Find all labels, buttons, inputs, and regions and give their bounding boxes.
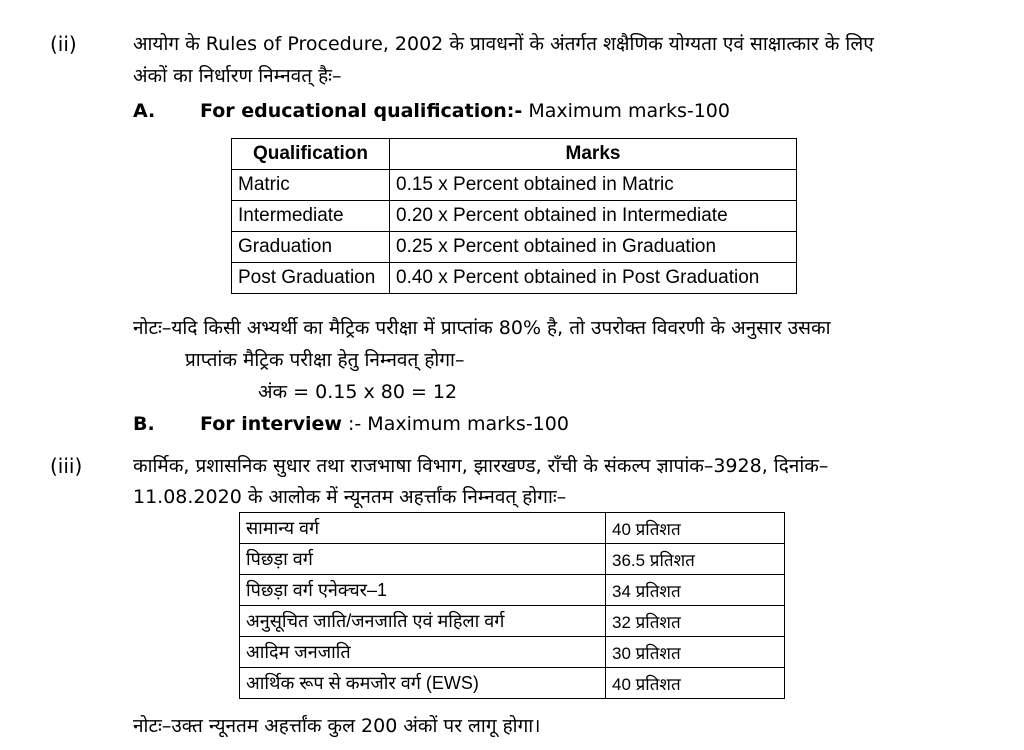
section-ii-line-1: आयोग के Rules of Procedure, 2002 के प्रावधनों के अंतर्गत शक्षैणिक योग्यता एवं साक्षात्कार के लिए	[133, 33, 874, 55]
table-cell: 36.5 प्रतिशत	[606, 544, 785, 575]
table-cell: 40 प्रतिशत	[606, 513, 785, 544]
table-cell: 30 प्रतिशत	[606, 637, 785, 668]
table-cell: 0.40 x Percent obtained in Post Graduation	[390, 263, 797, 294]
table-cell: पिछड़ा वर्ग एनेक्चर–1	[240, 575, 606, 606]
item-b-label: B.	[133, 413, 155, 435]
table-cell: आदिम जनजाति	[240, 637, 606, 668]
table-cell: Intermediate	[232, 201, 390, 232]
item-a-rest: Maximum marks-100	[522, 100, 730, 122]
final-note: नोटः–उक्त न्यूनतम अहर्त्तांक कुल 200 अंकों पर लागू होगा।	[133, 715, 541, 737]
table-row	[240, 606, 785, 637]
table-cell: आर्थिक रूप से कमजोर वर्ग (EWS)	[240, 668, 606, 699]
table-cell: 0.15 x Percent obtained in Matric	[390, 170, 797, 201]
section-ii-label: (ii)	[50, 32, 77, 56]
table-header-row	[232, 139, 797, 170]
table-row	[240, 575, 785, 606]
qualification-table	[231, 138, 797, 294]
table-row	[232, 201, 797, 232]
table-cell: Graduation	[232, 232, 390, 263]
table-cell: 34 प्रतिशत	[606, 575, 785, 606]
table-cell: 32 प्रतिशत	[606, 606, 785, 637]
item-b-rest: :- Maximum marks-100	[341, 413, 569, 435]
section-iii-line-1: कार्मिक, प्रशासनिक सुधार तथा राजभाषा विभाग, झारखण्ड, राँची के संकल्प ज्ञापांक–3928, दिनांक–	[133, 455, 829, 477]
table-row	[240, 513, 785, 544]
table-row	[240, 637, 785, 668]
item-b-heading	[200, 410, 569, 438]
table-cell: 0.25 x Percent obtained in Graduation	[390, 232, 797, 263]
table-row	[240, 668, 785, 699]
column-header: Qualification	[232, 139, 390, 170]
table-row	[232, 170, 797, 201]
section-ii-line-2: अंकों का निर्धारण निम्नवत् हैः–	[133, 65, 342, 87]
item-a-heading	[200, 97, 730, 125]
table-row	[232, 263, 797, 294]
section-iii-label: (iii)	[50, 454, 83, 478]
formula: अंक = 0.15 x 80 = 12	[258, 381, 458, 403]
table-row	[232, 232, 797, 263]
table-cell: 0.20 x Percent obtained in Intermediate	[390, 201, 797, 232]
section-iii-line-2: 11.08.2020 के आलोक में न्यूनतम अहर्त्तांक निम्नवत् होगाः–	[133, 486, 567, 508]
table-cell: अनुसूचित जाति/जनजाति एवं महिला वर्ग	[240, 606, 606, 637]
note-line-1: नोटः–यदि किसी अभ्यर्थी का मैट्रिक परीक्षा में प्राप्तांक 80% है, तो उपरोक्त विवरणी के अनुसार उसका	[133, 317, 831, 339]
note-line-2: प्राप्तांक मैट्रिक परीक्षा हेतु निम्नवत् होगा–	[185, 349, 465, 371]
item-b-title: For interview	[200, 413, 342, 435]
table-cell: पिछड़ा वर्ग	[240, 544, 606, 575]
item-a-label: A.	[133, 100, 156, 122]
table-cell: Post Graduation	[232, 263, 390, 294]
table-cell: सामान्य वर्ग	[240, 513, 606, 544]
item-a-title: For educational qualification:-	[200, 100, 523, 122]
table-row	[240, 544, 785, 575]
table-cell: 40 प्रतिशत	[606, 668, 785, 699]
table-cell: Matric	[232, 170, 390, 201]
column-header: Marks	[390, 139, 797, 170]
minimum-marks-table	[239, 512, 785, 699]
